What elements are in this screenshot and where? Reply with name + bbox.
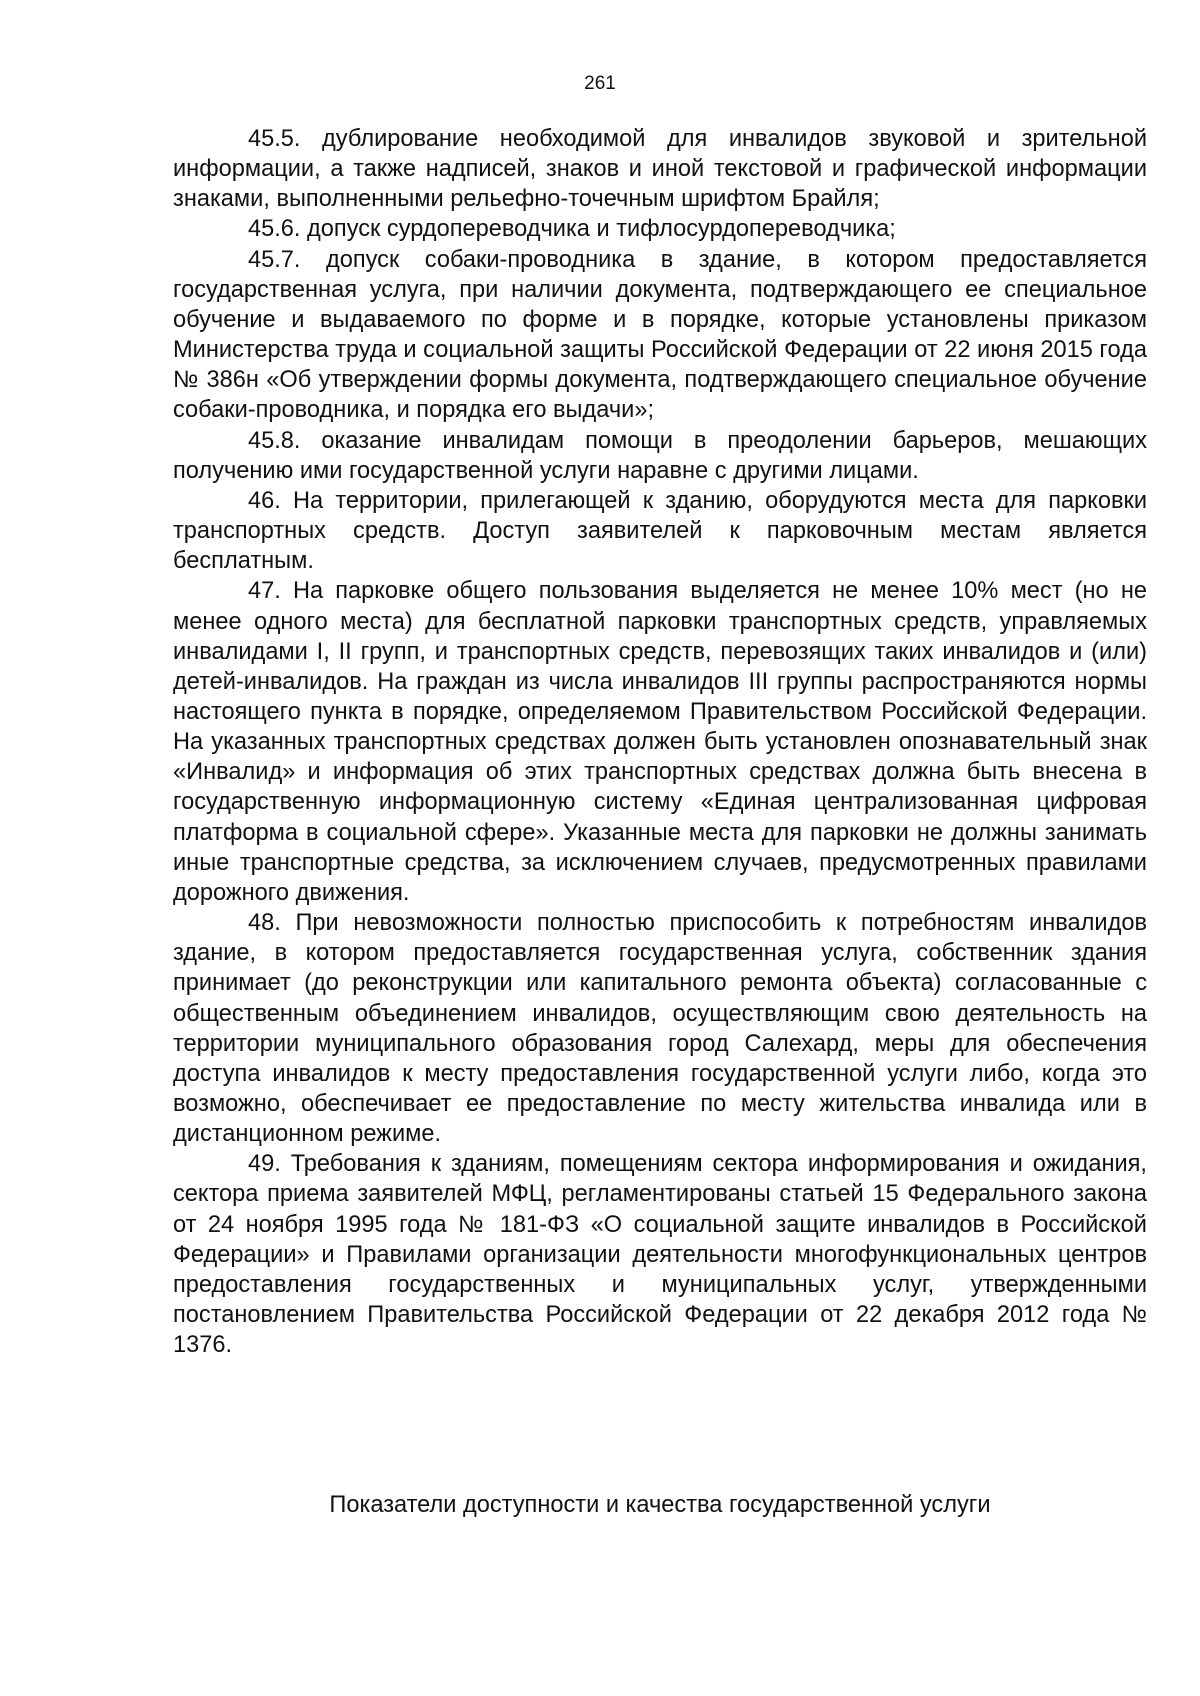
section-heading: Показатели доступности и качества государственной услуги [329,1492,991,1518]
paragraph-49: 49. Требования к зданиям, помещениям сектора информирования и ожидания, сектора приема заявителей МФЦ, регламентированы статьей 15 Федерального закона от 24 ноября 1995 года № 181-ФЗ «О социальной защите инвалидов в Российской Федерации» и Правилами организации деятельности многофункциональных центров предоставления государственных и муниципальных услуг, утвержденными постановлением Правительства Российской Федерации от 22 декабря 2012 года № 1376. [173,1151,1147,1359]
page-number: 261 [584,73,616,94]
paragraph-48: 48. При невозможности полностью приспособить к потребностям инвалидов здание, в котором предоставляется государственная услуга, собственник здания принимает (до реконструкции или капитального ремонта объекта) согласованные с общественным объединением инвалидов, осуществляющим свою деятельность на территории муниципального образования город Салехард, меры для обеспечения доступа инвалидов к месту предоставления государственной услуги либо, когда это возможно, обеспечивает ее предоставление по месту жительства инвалида или в дистанционном режиме. [173,910,1147,1148]
paragraph-45-7: 45.7. допуск собаки-проводника в здание, в котором предоставляется государственная услуга, при наличии документа, подтверждающего ее специальное обучение и выдаваемого по форме и в порядке, которые установлены приказом Министерства труда и социальной защиты Российской Федерации от 22 июня 2015 года № 386н «Об утверждении формы документа, подтверждающего специальное обучение собаки-проводника, и порядка его выдачи»; [173,246,1147,424]
paragraph-45-8: 45.8. оказание инвалидам помощи в преодолении барьеров, мешающих получению ими государственной услуги наравне с другими лицами. [173,427,1147,484]
paragraph-45-5: 45.5. дублирование необходимой для инвалидов звуковой и зрительной информации, а также надписей, знаков и иной текстовой и графической информации знаками, выполненными рельефно-точечным шрифтом Брайля; [173,126,1147,213]
paragraph-46: 46. На территории, прилегающей к зданию, оборудуются места для парковки транспортных средств. Доступ заявителей к парковочным местам является бесплатным. [173,487,1147,575]
paragraph-45-6: 45.6. допуск сурдопереводчика и тифлосурдопереводчика; [248,216,896,243]
paragraph-47: 47. На парковке общего пользования выделяется не менее 10% мест (но не менее одного места) для бесплатной парковки транспортных средств, управляемых инвалидами I, II групп, и транспортных средств, перевозящих таких инвалидов и (или) детей-инвалидов. На граждан из числа инвалидов III группы распространяются нормы настоящего пункта в порядке, определяемом Правительством Российской Федерации. На указанных транспортных средствах должен быть установлен опознавательный знак «Инвалид» и информация об этих транспортных средствах должна быть внесена в государственную информационную систему «Единая централизованная цифровая платформа в социальной сфере». Указанные места для парковки не должны занимать иные транспортные средства, за исключением случаев, предусмотренных правилами дорожного движения. [173,578,1147,906]
document-body [173,124,1147,1360]
